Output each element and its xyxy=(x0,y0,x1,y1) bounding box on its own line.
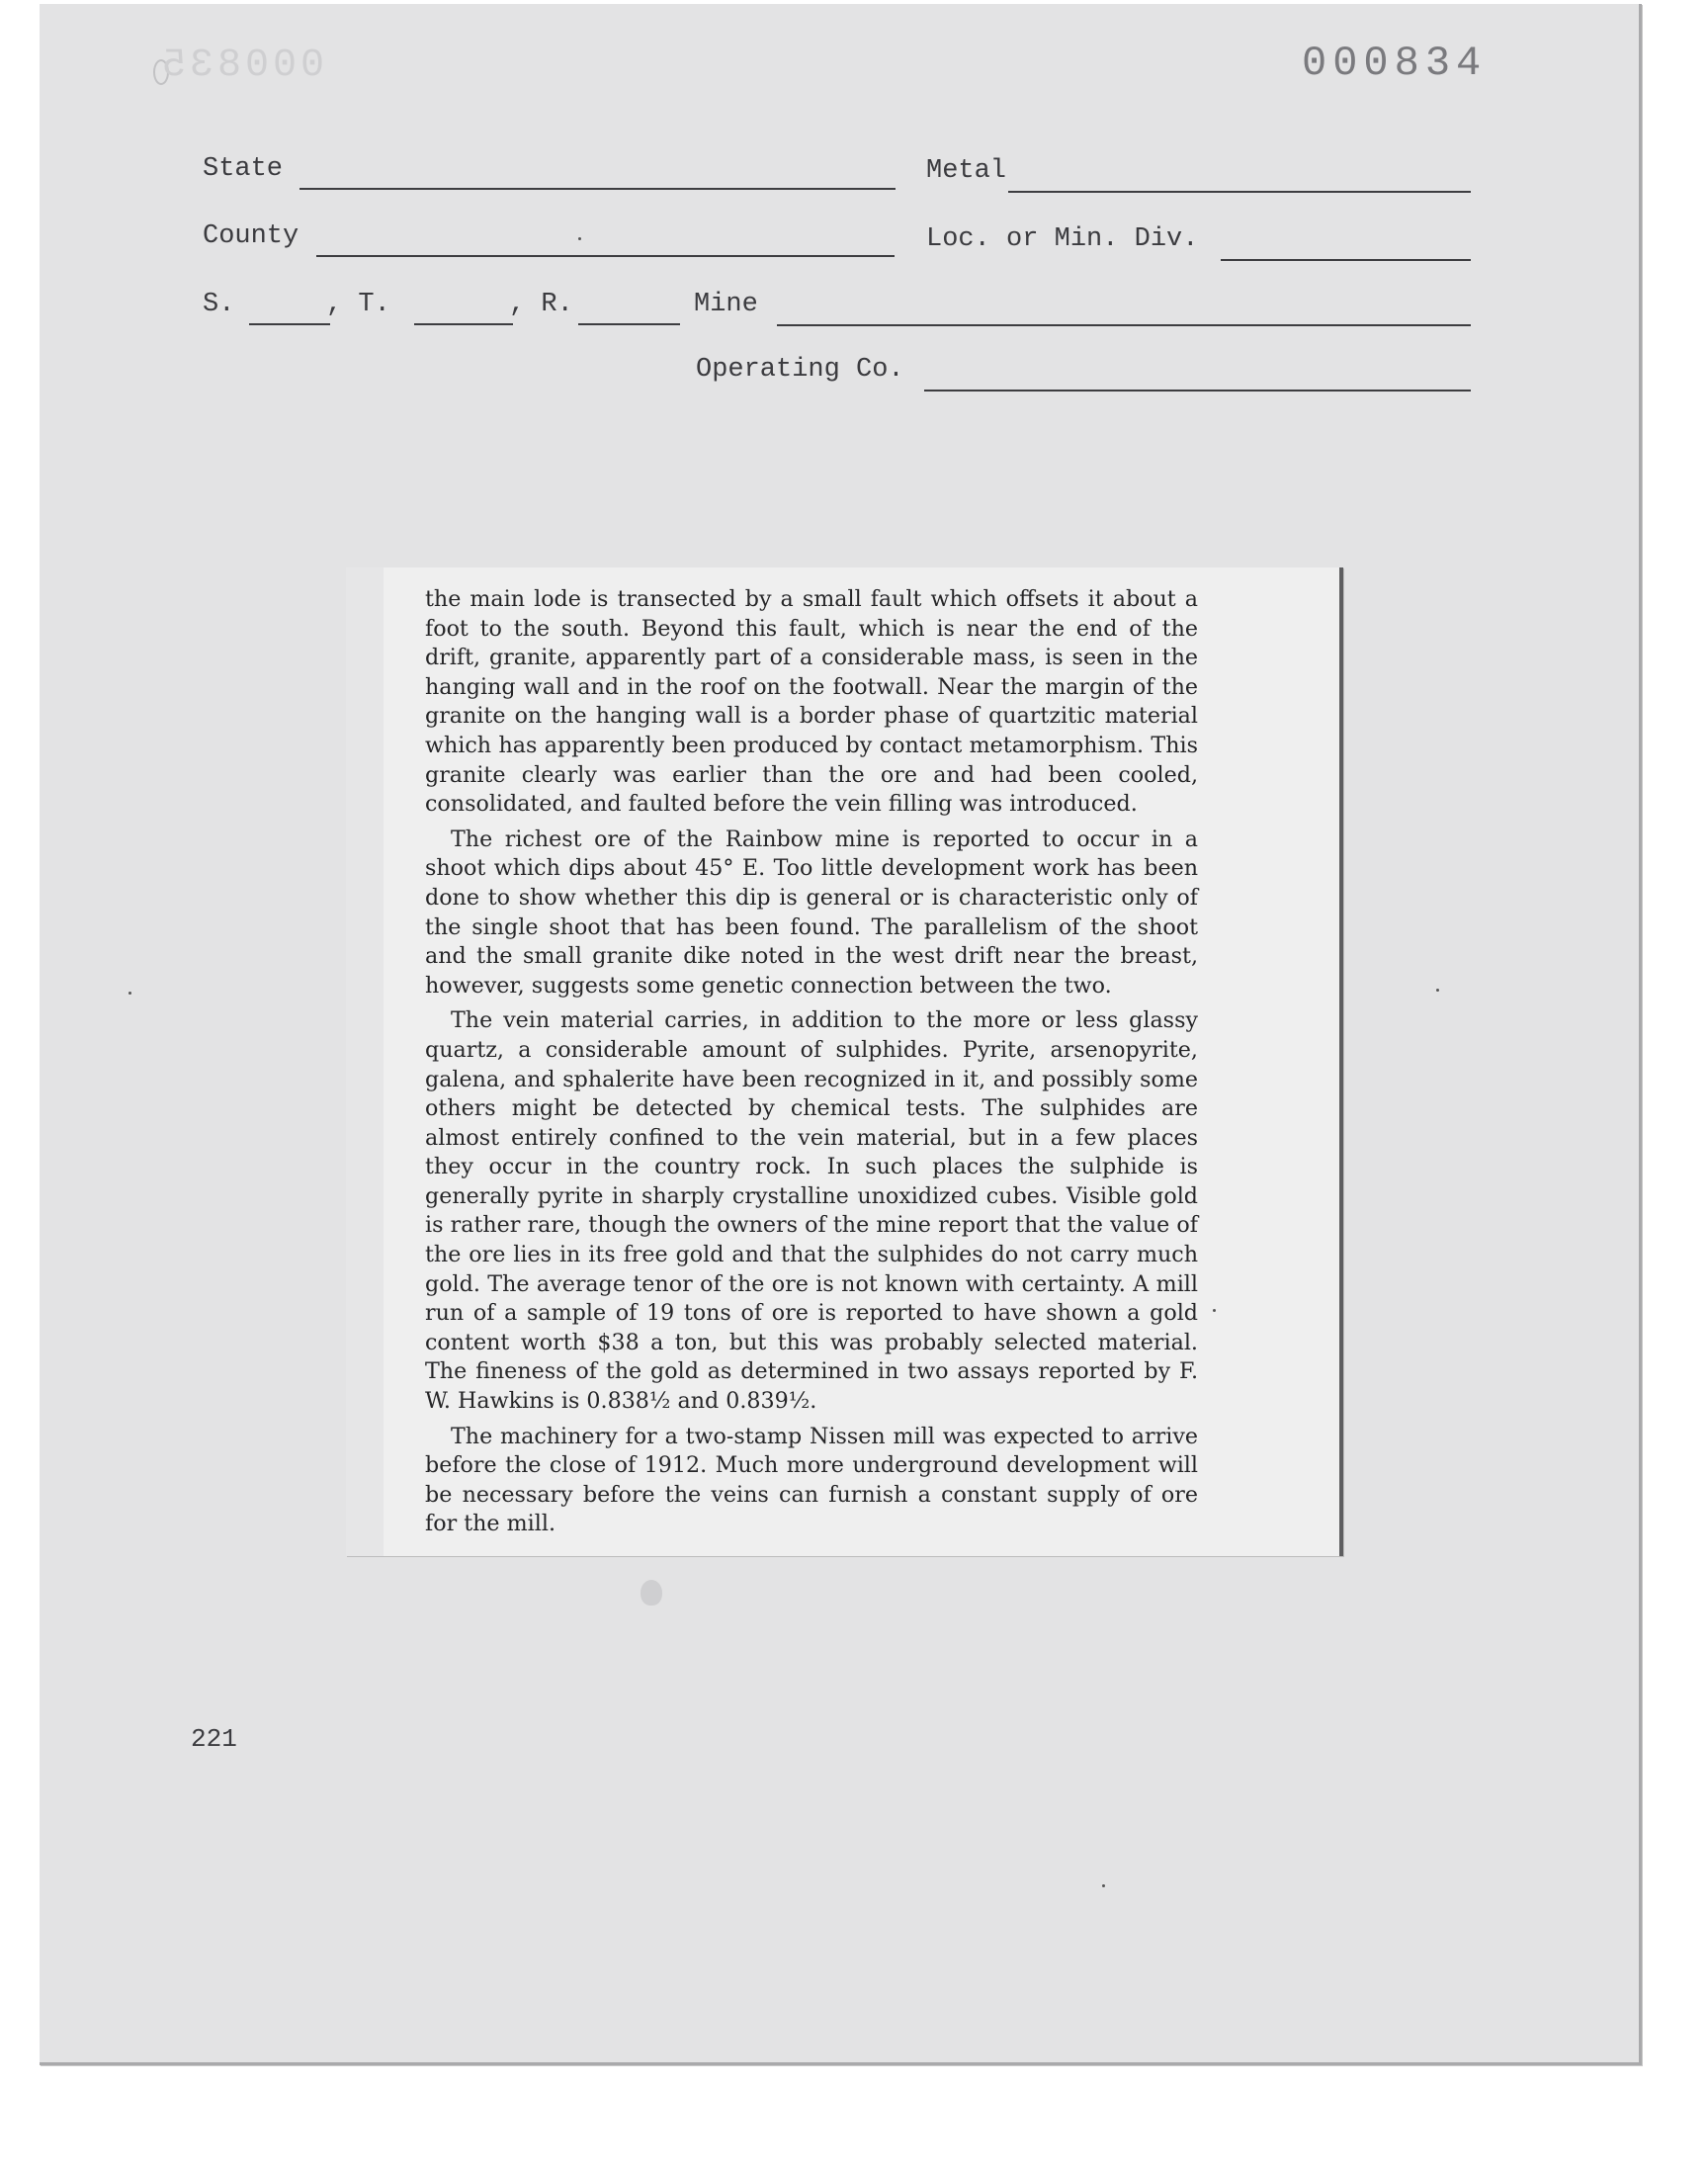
operating-co-label: Operating Co. xyxy=(696,355,904,385)
clipping-paragraph: the main lode is transected by a small fault which offsets it about a foot to the south. Beyond this fault, which is near the end of the drift, granite, apparently part of a considerable mass, is seen in the hanging wall and in the roof on the footwall. Near the margin of the granite on the hanging wall is a border phase of quartzitic material which has apparently been produced by contact metamorphism. This granite clearly was earlier than the ore and had been cooled, consolidated, and faulted before the vein filling was introduced. xyxy=(425,586,1198,818)
metal-field xyxy=(1008,191,1471,193)
locality-field xyxy=(1221,259,1471,261)
bleed-through-number: 000835 xyxy=(158,44,325,88)
smudge-mark xyxy=(640,1580,662,1606)
clipping-text xyxy=(425,585,1198,1545)
scan-speck xyxy=(578,237,581,240)
clipping-paragraph: The vein material carries, in addition to the more or less glassy quartz, a considerable amount of sulphides. Pyrite, arsenopyrite, galena, and sphalerite have been recognized in it, and possibly some others might be detected by chemical tests. The sulphides are almost entirely confined to the vein material, but in a few places they occur in the country rock. In such places the sulphide is generally pyrite in sharply crystalline unoxidized cubes. Visible gold is rather rare, though the owners of the mine report that the value of the ore lies in its free gold and that the sulphides do not carry much gold. The average tenor of the ore is not known with certainty. A mill run of a sample of 19 tons of ore is reported to have shown a gold content worth $38 a ton, but this was probably selected material. The fineness of the gold as determined in two assays reported by F. W. Hawkins is 0.838½ and 0.839½. xyxy=(425,1007,1198,1415)
scan-speck xyxy=(1102,1884,1105,1887)
range-field xyxy=(578,323,680,325)
mine-label: Mine xyxy=(694,290,758,319)
township-label: , T. xyxy=(326,290,390,319)
metal-label: Metal xyxy=(926,156,1007,186)
locality-label: Loc. or Min. Div. xyxy=(926,224,1199,254)
clipping-shadow xyxy=(346,567,384,1556)
pasted-clipping xyxy=(346,567,1343,1556)
scan-speck xyxy=(1213,1309,1216,1312)
state-label: State xyxy=(203,154,284,184)
section-label: S. xyxy=(203,290,235,319)
scan-speck xyxy=(128,992,131,995)
range-label: , R. xyxy=(509,290,573,319)
township-field xyxy=(414,323,513,325)
scan-speck xyxy=(1436,989,1439,992)
operating-co-field xyxy=(924,390,1471,392)
county-field xyxy=(316,255,895,257)
section-field xyxy=(249,323,330,325)
mine-field xyxy=(777,324,1471,326)
county-label: County xyxy=(203,221,299,251)
page-number: 221 xyxy=(191,1724,237,1754)
document-number: 000834 xyxy=(1302,40,1488,87)
clipping-paragraph: The machinery for a two-stamp Nissen mill was expected to arrive before the close of 1912. Much more underground development will be necessary before the veins can furnish a constant supply of ore for the mill. xyxy=(425,1423,1198,1537)
state-field xyxy=(299,188,896,190)
clipping-paragraph: The richest ore of the Rainbow mine is reported to occur in a shoot which dips about 45° E. Too little development work has been done to show whether this dip is general or is characteristic only of the single shoot that has been found. The parallelism of the shoot and the small granite dike noted in the west drift near the breast, however, suggests some genetic connection between the two. xyxy=(425,826,1198,999)
